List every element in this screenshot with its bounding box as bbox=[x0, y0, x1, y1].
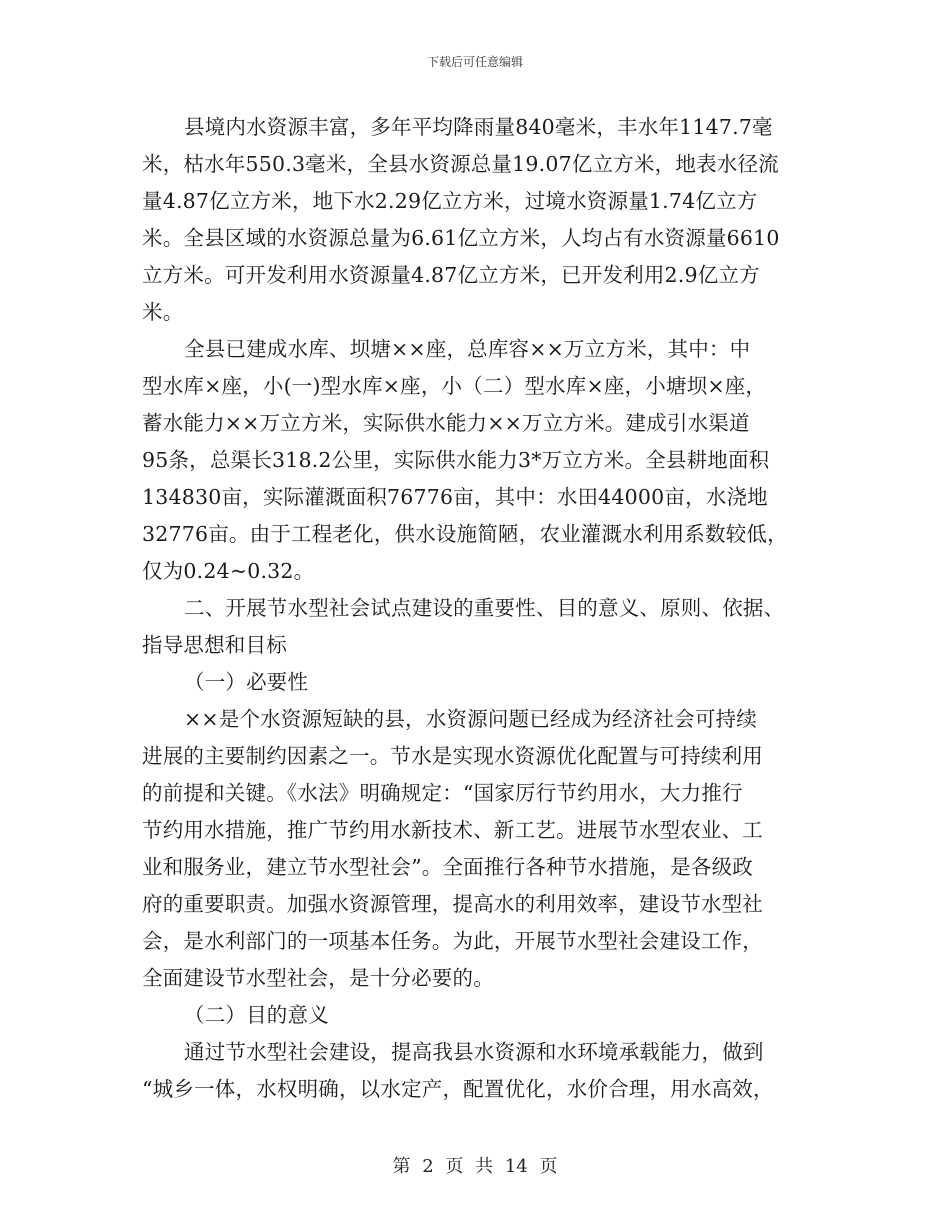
text-line: 节约用水措施，推广节约用水新技术、新工艺。进展节水型农业、工 bbox=[142, 818, 763, 842]
text-line: 指导思想和目标 bbox=[142, 633, 287, 657]
text-line: 府的重要职责。加强水资源管理，提高水的利用效率，建设节水型社 bbox=[142, 892, 763, 916]
text-line: 蓄水能力××万立方米，实际供水能力××万立方米。建成引水渠道 bbox=[142, 411, 750, 435]
text-line: 立方米。可开发利用水资源量4.87亿立方米，已开发利用2.9亿立方 bbox=[142, 263, 760, 287]
text-line: 95条，总渠长318.2公里，实际供水能力3*万立方米。全县耕地面积 bbox=[142, 448, 770, 472]
text-line: 业和服务业，建立节水型社会”。全面推行各种节水措施，是各级政 bbox=[142, 855, 753, 879]
document-body bbox=[142, 109, 806, 1108]
text-line: 进展的主要制约因素之一。节水是实现水资源优化配置与可持续利用 bbox=[142, 744, 763, 768]
text-line: （一）必要性 bbox=[184, 670, 309, 694]
text-line: 仅为0.24~0.32。 bbox=[142, 559, 315, 583]
text-line: 型水库×座，小(一)型水库×座，小（二）型水库×座，小塘坝×座， bbox=[142, 374, 767, 398]
text-line: 全县已建成水库、坝塘××座，总库容××万立方米，其中：中 bbox=[184, 337, 751, 361]
header-note: 下载后可任意编辑 bbox=[426, 55, 523, 69]
text-line: 134830亩，实际灌溉面积76776亩，其中：水田44000亩，水浇地 bbox=[142, 485, 768, 509]
text-line: 县境内水资源丰富，多年平均降雨量840毫米，丰水年1147.7毫 bbox=[184, 115, 773, 139]
text-line: 会，是水利部门的一项基本任务。为此，开展节水型社会建设工作， bbox=[142, 929, 763, 953]
text-line: 通过节水型社会建设，提高我县水资源和水环境承载能力，做到 bbox=[184, 1040, 764, 1064]
text-line: 米。全县区域的水资源总量为6.61亿立方米，人均占有水资源量6610 bbox=[142, 226, 780, 250]
text-line: 全面建设节水型社会，是十分必要的。 bbox=[142, 966, 494, 990]
text-line: 量4.87亿立方米，地下水2.29亿立方米，过境水资源量1.74亿立方 bbox=[142, 189, 758, 213]
text-line: （二）目的意义 bbox=[184, 1003, 329, 1027]
text-line: “城乡一体，水权明确，以水定产，配置优化，水价合理，用水高效， bbox=[142, 1077, 774, 1101]
page-footer: 第 2 页 共 14 页 bbox=[392, 1156, 558, 1177]
text-line: 米。 bbox=[142, 300, 184, 324]
text-line: 二、开展节水型社会试点建设的重要性、目的意义、原则、依据、 bbox=[184, 596, 785, 620]
text-line: 米，枯水年550.3毫米，全县水资源总量19.07亿立方米，地表水径流 bbox=[142, 152, 779, 176]
text-line: ××是个水资源短缺的县，水资源问题已经成为经济社会可持续 bbox=[184, 707, 757, 731]
text-line: 的前提和关键。《水法》明确规定：“国家厉行节约用水，大力推行 bbox=[142, 781, 743, 805]
text-line: 32776亩。由于工程老化，供水设施简陋，农业灌溉水利用系数较低， bbox=[142, 522, 788, 546]
